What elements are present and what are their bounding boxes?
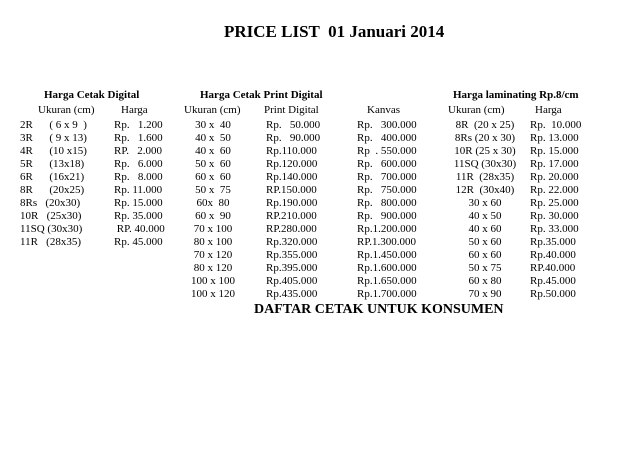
print-price-cell: Rp. 90.000: [266, 132, 321, 144]
laminating-price-cell: Rp. 33.000: [530, 223, 579, 235]
print-size-cell: 100 x 120: [191, 288, 235, 300]
canvas-price-cell: Rp. 800.000: [357, 197, 417, 209]
digital-size-cell: 8Rs (20x30): [20, 197, 81, 209]
digital-size-cell: 10R (25x30): [20, 210, 82, 222]
laminating-price-cell: RP.40.000: [530, 262, 576, 274]
laminating-size-cell: 8R (20 x 25): [455, 119, 515, 131]
digital-size-cell: 2R ( 6 x 9 ): [20, 119, 87, 131]
laminating-price-cell: Rp.45.000: [530, 275, 576, 287]
laminating-price-cell: Rp. 20.000: [530, 171, 579, 183]
print-price-cell: Rp.110.000: [266, 145, 317, 157]
print-price-cell: Rp.140.000: [266, 171, 318, 183]
canvas-price-cell: Rp. 300.000: [357, 119, 417, 131]
laminating-price-cell: Rp.40.000: [530, 249, 576, 261]
header-ukuran-print: Ukuran (cm): [184, 104, 241, 116]
canvas-price-cell: Rp.1.450.000: [357, 249, 417, 261]
laminating-size-cell: 12R (30x40): [455, 184, 515, 196]
digital-size-cell: 8R (20x25): [20, 184, 85, 196]
print-price-cell: RP.210.000: [266, 210, 317, 222]
digital-price-cell: Rp. 11.000: [114, 184, 163, 196]
digital-size-cell: 4R (10 x15): [20, 145, 87, 157]
print-size-cell: 50 x 75: [195, 184, 231, 196]
laminating-size-cell: 8Rs (20 x 30): [454, 132, 516, 144]
print-price-cell: Rp.435.000: [266, 288, 318, 300]
laminating-size-cell: 30 x 60: [468, 197, 502, 209]
laminating-price-cell: Rp. 10.000: [530, 119, 582, 131]
print-size-cell: 60 x 90: [195, 210, 231, 222]
print-size-cell: 80 x 100: [193, 236, 233, 248]
print-size-cell: 70 x 120: [193, 249, 233, 261]
digital-price-cell: Rp. 8.000: [114, 171, 163, 183]
laminating-price-cell: Rp. 13.000: [530, 132, 579, 144]
canvas-price-cell: RP.1.300.000: [357, 236, 416, 248]
print-size-cell: 100 x 100: [191, 275, 235, 287]
header-kanvas: Kanvas: [367, 104, 400, 116]
print-price-cell: Rp.355.000: [266, 249, 318, 261]
digital-price-cell: Rp. 1.200: [114, 119, 163, 131]
print-price-cell: Rp.395.000: [266, 262, 318, 274]
print-size-cell: 50 x 60: [195, 158, 231, 170]
laminating-size-cell: 60 x 80: [468, 275, 502, 287]
digital-price-cell: Rp. 1.600: [114, 132, 163, 144]
canvas-price-cell: Rp. 700.000: [357, 171, 417, 183]
print-price-cell: RP.150.000: [266, 184, 317, 196]
header-ukuran-laminating: Ukuran (cm): [448, 104, 505, 116]
header-harga-digital: Harga: [121, 104, 148, 116]
section-title-laminating: Harga laminating Rp.8/cm: [453, 89, 579, 101]
canvas-price-cell: Rp.1.700.000: [357, 288, 417, 300]
print-size-cell: 60x 80: [196, 197, 230, 209]
print-price-cell: Rp.320.000: [266, 236, 318, 248]
canvas-price-cell: Rp.1.600.000: [357, 262, 417, 274]
digital-price-cell: Rp. 35.000: [114, 210, 163, 222]
canvas-price-cell: Rp.1.650.000: [357, 275, 417, 287]
canvas-price-cell: Rp. 750.000: [357, 184, 417, 196]
digital-price-cell: RP. 2.000: [114, 145, 162, 157]
digital-size-cell: 6R (16x21): [20, 171, 85, 183]
laminating-size-cell: 70 x 90: [468, 288, 502, 300]
laminating-price-cell: Rp. 22.000: [530, 184, 579, 196]
canvas-price-cell: Rp. 400.000: [357, 132, 417, 144]
laminating-size-cell: 11R (28x35): [455, 171, 515, 183]
laminating-size-cell: 40 x 60: [468, 223, 502, 235]
print-price-cell: RP.280.000: [266, 223, 317, 235]
print-size-cell: 40 x 60: [195, 145, 231, 157]
header-ukuran-digital: Ukuran (cm): [38, 104, 95, 116]
print-size-cell: 80 x 120: [193, 262, 233, 274]
laminating-size-cell: 11SQ (30x30): [453, 158, 517, 170]
header-harga-laminating: Harga: [535, 104, 562, 116]
print-size-cell: 70 x 100: [193, 223, 233, 235]
print-price-cell: Rp.405.000: [266, 275, 318, 287]
print-price-cell: Rp.120.000: [266, 158, 318, 170]
laminating-size-cell: 60 x 60: [468, 249, 502, 261]
canvas-price-cell: Rp. 900.000: [357, 210, 417, 222]
laminating-price-cell: Rp. 30.000: [530, 210, 579, 222]
print-price-cell: Rp. 50.000: [266, 119, 321, 131]
print-size-cell: 40 x 50: [195, 132, 231, 144]
laminating-price-cell: Rp. 25.000: [530, 197, 579, 209]
canvas-price-cell: Rp.1.200.000: [357, 223, 417, 235]
digital-size-cell: 5R (13x18): [20, 158, 85, 170]
header-print-digital: Print Digital: [264, 104, 319, 116]
digital-price-cell: RP. 40.000: [114, 223, 165, 235]
section-title-digital: Harga Cetak Digital: [44, 89, 140, 101]
digital-price-cell: Rp. 6.000: [114, 158, 163, 170]
section-title-print: Harga Cetak Print Digital: [200, 89, 323, 101]
digital-price-cell: Rp. 45.000: [114, 236, 163, 248]
digital-size-cell: 11R (28x35): [20, 236, 82, 248]
laminating-size-cell: 40 x 50: [468, 210, 502, 222]
print-size-cell: 30 x 40: [195, 119, 231, 131]
print-size-cell: 60 x 60: [195, 171, 231, 183]
laminating-price-cell: Rp.35.000: [530, 236, 576, 248]
canvas-price-cell: Rp. 600.000: [357, 158, 417, 170]
laminating-price-cell: Rp.50.000: [530, 288, 576, 300]
page-title: PRICE LIST 01 Januari 2014: [224, 22, 445, 41]
canvas-price-cell: Rp . 550.000: [357, 145, 417, 157]
digital-size-cell: 11SQ (30x30): [20, 223, 83, 235]
digital-price-cell: Rp. 15.000: [114, 197, 163, 209]
laminating-size-cell: 50 x 75: [468, 262, 502, 274]
footer-caption: DAFTAR CETAK UNTUK KONSUMEN: [254, 302, 504, 317]
print-price-cell: Rp.190.000: [266, 197, 318, 209]
laminating-size-cell: 10R (25 x 30): [454, 145, 516, 157]
laminating-price-cell: Rp. 17.000: [530, 158, 579, 170]
digital-size-cell: 3R ( 9 x 13): [20, 132, 87, 144]
laminating-price-cell: Rp. 15.000: [530, 145, 579, 157]
laminating-size-cell: 50 x 60: [468, 236, 502, 248]
